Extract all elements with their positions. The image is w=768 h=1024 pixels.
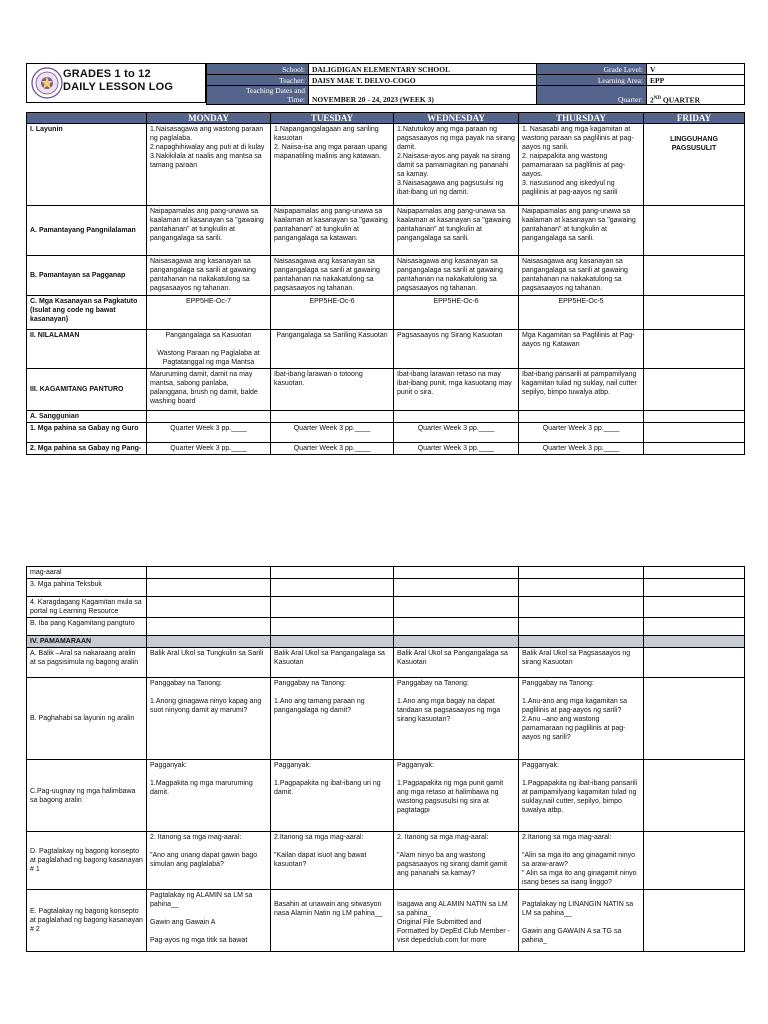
cell-monday: Pagganyak: 1.Magpakita ng mga maruruming damit. [147,760,271,832]
cell-wednesday: Quarter Week 3 pp.____ [394,443,519,455]
row-label: 1. Mga pahina sa Gabay ng Guro [27,423,147,443]
cell-tuesday [271,411,394,423]
table-row [27,206,745,256]
cell-thursday [519,636,644,648]
cell-friday [644,678,745,760]
grade-value: V [647,64,745,75]
cell-thursday: Mga Kagamitan sa Paglilinis at Pag-aayos ng Katawan [519,330,644,369]
lesson-log-table-page-2 [26,566,745,952]
cell-thursday: Quarter Week 3 pp.____ [519,443,644,455]
cell-wednesday: Quarter Week 3 pp.____ [394,423,519,443]
table-row [27,256,745,296]
cell-tuesday: 2.Itanong sa mga mag-aaral: "Kailan dapat isuot ang bawat kasuotan? [271,832,394,890]
table-row [27,832,745,890]
cell-tuesday: Basahin at unawain ang sitwasyon nasa Alamin Natin ng LM pahina__ [271,890,394,952]
table-row [27,648,745,678]
cell-friday [644,443,745,455]
cell-monday [147,411,271,423]
cell-thursday [519,579,644,597]
table-row [27,618,745,636]
row-label: B. Paghahabi sa layunin ng aralin [27,678,147,760]
cell-wednesday: Naisasagawa ang kasanayan sa pangangalaga sa sarili at gawaing pantahanan na nakakatulong sa pagsasaayos ng tahanan. [394,256,519,296]
cell-wednesday: Ibat-ibang larawan retaso na may ibat-ibang punit, mga kasuotang may punit o sira. [394,369,519,411]
dll-title [63,68,173,94]
dates-label-line-1: Teaching Dates and [245,86,305,95]
row-label: B. Iba pang Kagamitang pangturo [27,618,147,636]
cell-wednesday: Pagsasaayos ng Sirang Kasuotan [394,330,519,369]
dates-label [207,86,309,105]
cell-tuesday: 1.Napangangalagaan ang sariling kasuotan 2. Naiisa-isa ang mga paraan upang mapanatiling malinis ang katawan. [271,124,394,206]
table-row [27,567,745,579]
cell-wednesday [394,636,519,648]
quarter-value: 2ND QUARTER [647,86,745,105]
cell-monday: Pagtalakay ng ALAMIN sa LM sa pahina__ Gawin ang Gawain A Pag-ayos ng mga titik sa bawat [147,890,271,952]
row-label: 4. Karagdagang Kagamitan mula sa portal ng Learning Resource [27,597,147,618]
quarter-label: Quarter: [537,86,647,105]
row-label: A. Pamantayang Pangnilalaman [27,206,147,256]
cell-friday [644,296,745,330]
row-label: C. Mga Kasanayan sa Pagkatuto (Isulat ang code ng bawat kasanayan) [27,296,147,330]
cell-thursday [519,618,644,636]
cell-thursday: Pagganyak: 1.Pagpapakita ng ibat-ibang pansarili at pampamilyang kagamitan tulad ng suklay,nail cutter, sepilyo, bimpo tuwalya atbp. [519,760,644,832]
row-label: I. Layunin [27,124,147,206]
cell-monday: EPP5HE-Oc-7 [147,296,271,330]
cell-tuesday [271,618,394,636]
row-label: D. Pagtalakay ng bagong konsepto at paglalahad ng bagong kasanayan # 1 [27,832,147,890]
cell-thursday: Ibat-ibang pansarili at pampamilyang kagamitan tulad ng suklay, nail cutter sepilyo, bimpo tuwalya atbp. [519,369,644,411]
school-info-table [206,63,745,105]
title-line-2: DAILY LESSON LOG [63,81,174,93]
school-value: DALIGDIGAN ELEMENTARY SCHOOL [309,64,537,75]
cell-wednesday: Panggabay na Tanong: 1.Ano ang mga bagay na dapat tandaan sa pagsasaayos ng mga sirang kasuotan? [394,678,519,760]
cell-tuesday: Panggabay na Tanong: 1.Ano ang tamang paraan ng pangangalaga ng damit? [271,678,394,760]
row-label: mag-aaral [27,567,147,579]
day-header-thursday: THURSDAY [519,113,644,124]
cell-tuesday [271,579,394,597]
day-header-row [27,113,745,124]
deped-seal-icon [31,67,63,99]
table-row [27,330,745,369]
table-row [27,296,745,330]
cell-thursday: Pagtalakay ng LINANGIN NATIN sa LM sa pahina__ Gawin ang GAWAIN A sa TG sa pahina_ [519,890,644,952]
cell-friday [644,618,745,636]
table-row [27,678,745,760]
row-label: A. Sanggunian [27,411,147,423]
school-label: School: [207,64,309,75]
table-row [27,636,745,648]
cell-tuesday: Naisasagawa ang kasanayan sa pangangalaga sa sarili at gawaing pantahanan na nakakatulong sa pagsasaayos ng tahanan. [271,256,394,296]
row-label: B. Pamantayan sa Pagganap [27,256,147,296]
row-label: 3. Mga pahina Teksbuk [27,579,147,597]
row-label: C.Pag-uugnay ng mga halimbawa sa bagong aralin [27,760,147,832]
area-value: EPP [647,75,745,86]
cell-thursday: Panggabay na Tanong: 1.Anu-ano ang mga kagamitan sa paglilinis at pag-aayos ng sarili? 2.Anu –ano ang wastong pamamaraan ng paglilinis at pag-aayos ng sarili? [519,678,644,760]
table-row [27,597,745,618]
cell-wednesday: Pagganyak: 1.Pagpapakita ng mga punit gamit ang mga retaso at halimbawa ng wastong pagsusulsi ng sira at pagtatagpi [394,760,519,832]
cell-thursday: Naipapamalas ang pang-unawa sa kaalaman at kasanayan sa "gawaing pantahanan" at tungkulin at pangangalaga sa sarili. [519,206,644,256]
cell-friday [644,890,745,952]
cell-tuesday: Ibat-ibang larawan o totoong kasuotan. [271,369,394,411]
row-label: IV. PAMAMARAAN [27,636,147,648]
cell-friday [644,330,745,369]
cell-monday: Naipapamalas ang pang-unawa sa kaalaman at kasanayan sa "gawaing pantahanan" at tungkulin at pangangalaga sa sarili. [147,206,271,256]
cell-monday [147,618,271,636]
cell-friday [644,256,745,296]
lesson-log-table-page-1 [26,112,745,455]
cell-wednesday [394,618,519,636]
cell-thursday: Naisasagawa ang kasanayan sa pangangalaga sa sarili at gawaing pantahanan na nakakatulong sa pagsasaayos ng tahanan. [519,256,644,296]
cell-monday: Panggabay na Tanong: 1.Anong ginagawa ninyo kapag ang suot ninyong damit ay marumi? [147,678,271,760]
corner-header [27,113,147,124]
cell-wednesday [394,597,519,618]
dll-header-box [26,63,206,103]
cell-monday [147,636,271,648]
cell-tuesday: Naipapamalas ang pang-unawa sa kaalaman at kasanayan sa "gawaing pantahanan" at tungkulin at pangangalaga sa katawan. [271,206,394,256]
cell-monday [147,567,271,579]
table-row [27,411,745,423]
cell-wednesday: 1.Natutukoy ang mga paraan ng pagsasaayos ng mga payak na sirang damit. 2.Naisasa-ayos ang payak na sirang damit sa pamamagitan ng pananahi sa kamay. 3.Naisasagawa ang pagsusulsi ng ibat-ibang uri ng damit. [394,124,519,206]
dates-label-line-2: Time: [287,95,305,104]
row-label: III. KAGAMITANG PANTURO [27,369,147,411]
cell-monday: Balik Aral Ukol sa Tungkulin sa Sarili [147,648,271,678]
cell-friday [644,124,745,206]
row-label: II. NILALAMAN [27,330,147,369]
table-row [27,443,745,455]
dates-value: NOVEMBER 20 - 24, 2023 (WEEK 3) [309,86,537,105]
cell-tuesday: Quarter Week 3 pp.____ [271,443,394,455]
cell-friday [644,760,745,832]
cell-tuesday: Pagganyak: 1.Pagpapakita ng ibat-ibang uri ng damit. [271,760,394,832]
cell-tuesday: Pangangalaga sa Sariling Kasuotan [271,330,394,369]
cell-tuesday: Balik Aral Ukol sa Pangangalaga sa Kasuotan [271,648,394,678]
cell-monday: Quarter Week 3 pp.____ [147,443,271,455]
cell-tuesday [271,636,394,648]
cell-thursday [519,411,644,423]
cell-wednesday: 2. Itanong sa mga mag-aaral: "Alam ninyo ba ang wastong pagsasaayos ng sirang damit gamit ang pananahi sa kamay? [394,832,519,890]
cell-wednesday [394,567,519,579]
teacher-value: DAISY MAE T. DELVO-COGO [309,75,537,86]
cell-tuesday [271,597,394,618]
cell-wednesday [394,411,519,423]
cell-friday [644,411,745,423]
title-line-1: GRADES 1 to 12 [63,68,151,80]
cell-wednesday: EPP5HE-Oc-6 [394,296,519,330]
row-label: A. Balik –Aral sa nakaraang aralin at sa pagsisimula ng bagong aralin [27,648,147,678]
cell-thursday [519,597,644,618]
cell-friday [644,579,745,597]
table-row [27,579,745,597]
cell-wednesday: Balik Aral Ukol sa Pangangalaga sa Kasuotan [394,648,519,678]
cell-thursday: Balik Aral Ukol sa Pagsasaayos ng sirang Kasuotan [519,648,644,678]
day-header-friday: FRIDAY [644,113,745,124]
table-row [27,760,745,832]
cell-thursday: Quarter Week 3 pp.____ [519,423,644,443]
cell-monday: Maruruming damit, damit na may mantsa, sabong panlaba, palanggana, brush ng damit, balde washing board [147,369,271,411]
cell-thursday: EPP5HE-Oc-5 [519,296,644,330]
table-row [27,890,745,952]
cell-thursday [519,567,644,579]
cell-wednesday: Isagawa ang ALAMIN NATIN sa LM sa pahina_ Original File Submitted and Formatted by DepEd Club Member - visit depedclub.com for more [394,890,519,952]
cell-monday [147,579,271,597]
teacher-label: Teacher: [207,75,309,86]
cell-monday [147,597,271,618]
cell-monday: Pangangalaga sa Kasuotan Wastong Paraan ng Paglalaba at Pagtatanggal ng mga Mantsa [147,330,271,369]
cell-friday [644,206,745,256]
cell-friday [644,597,745,618]
grade-label: Grade Level: [537,64,647,75]
area-label: Learning Area: [537,75,647,86]
cell-monday: 2. Itanong sa mga mag-aaral: "Ano ang unang dapat gawin bago simulan ang paglalaba? [147,832,271,890]
cell-tuesday [271,567,394,579]
cell-wednesday [394,579,519,597]
table-row [27,124,745,206]
friday-note-line-1: LINGGUHANG [670,136,718,143]
table-row [27,423,745,443]
cell-tuesday: Quarter Week 3 pp.____ [271,423,394,443]
cell-monday: 1.Naisasagawa ang wastong paraan ng paglalaba. 2.napaghihiwalay ang puti at di kulay 3.Nakikilala at naalis ang mantsa sa tamang paraan [147,124,271,206]
cell-friday [644,369,745,411]
day-header-wednesday: WEDNESDAY [394,113,519,124]
cell-friday [644,567,745,579]
cell-friday [644,636,745,648]
cell-monday: Naisasagawa ang kasanayan sa pangangalaga sa sarili at gawaing pantahanan na nakakatulong sa pagsasaayos ng tahanan. [147,256,271,296]
row-label: 2. Mga pahina sa Gabay ng Pang- [27,443,147,455]
row-label: E. Pagtalakay ng bagong konsepto at paglalahad ng bagong kasanayan # 2 [27,890,147,952]
cell-friday [644,423,745,443]
day-header-tuesday: TUESDAY [271,113,394,124]
table-row [27,369,745,411]
cell-friday [644,648,745,678]
cell-thursday: 1. Nasasabi ang mga kagamitan at wastong paraan sa paglilinis at pag-aayos ng sarili. 2. naipapakita ang wastong pamamaraan sa paglilinis at pag-aayos. 3. nasusunod ang iskedyul ng paglilinis at pag-aayos ng sarili [519,124,644,206]
cell-friday [644,832,745,890]
cell-monday: Quarter Week 3 pp.____ [147,423,271,443]
cell-wednesday: Naipapamalas ang pang-unawa sa kaalaman at kasanayan sa "gawaing pantahanan" at tungkulin at pangangalaga sa sarili. [394,206,519,256]
cell-tuesday: EPP5HE-Oc-6 [271,296,394,330]
friday-note-line-2: PAGSUSULIT [671,145,717,152]
day-header-monday: MONDAY [147,113,271,124]
cell-thursday: 2.Itanong sa mga mag-aaral: "Alin sa mga ito ang ginagamit ninyo sa araw-araw? " Alin sa mga ito ang ginagamit ninyo isang beses sa isang linggo? [519,832,644,890]
